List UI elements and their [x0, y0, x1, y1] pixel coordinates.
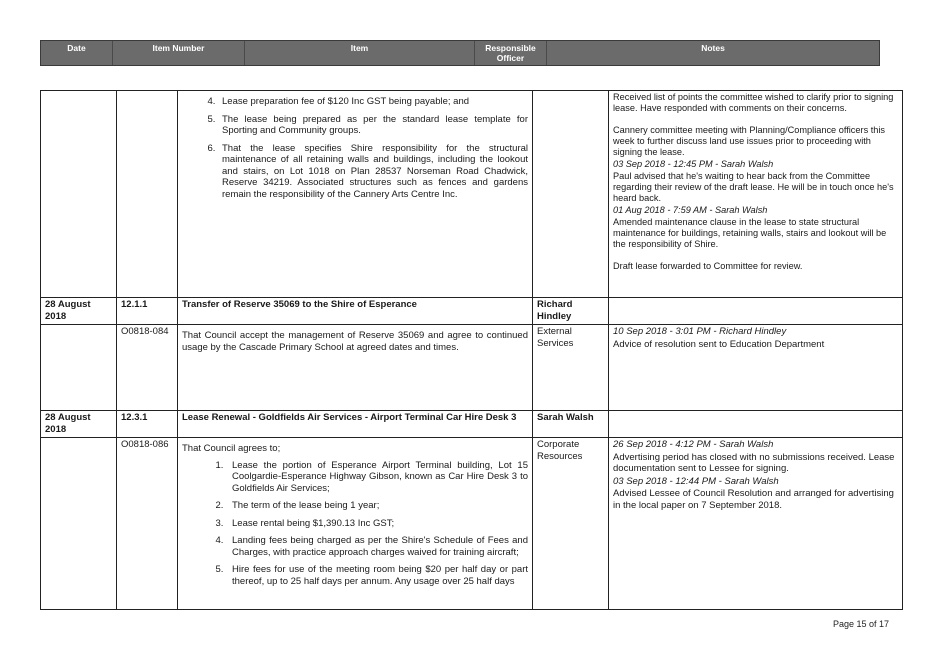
note-text: Advised Lessee of Council Resolution and arranged for advertising in the local paper on 7 September 2018.: [613, 488, 894, 511]
list-item: 1. Lease the portion of Esperance Airport Terminal building, Lot 15 Coolgardie-Esperance Highway Gibson, known as Car Hire Desk 3 to Goldfields Air Services;: [226, 460, 528, 495]
resolution-intro: That Council agrees to;: [182, 443, 281, 454]
item-title: Transfer of Reserve 35069 to the Shire of Esperance: [178, 298, 533, 325]
item-cell: [178, 91, 533, 298]
notes-cell: [609, 325, 903, 411]
meeting-date: 28 August 2018: [41, 411, 117, 438]
item-cell: [178, 438, 533, 610]
notes-cell: [609, 411, 903, 438]
table-row: [41, 438, 903, 610]
department: Corporate Resources: [533, 438, 609, 610]
responsible-officer: Richard Hindley: [533, 298, 609, 325]
resolution-list: [182, 460, 528, 588]
note-text: Draft lease forwarded to Committee for review.: [613, 261, 803, 271]
officer-cell: [533, 91, 609, 298]
note-text: Received list of points the committee wished to clarify prior to signing lease. Have responded with comments on their concerns.: [613, 92, 894, 113]
list-item: 4. Landing fees being charged as per the Shire's Schedule of Fees and Charges, with practice approach charges waived for training aircraft;: [226, 535, 528, 558]
header-responsible-officer: Responsible Officer: [475, 41, 547, 65]
resolution-list: [182, 96, 528, 200]
note-timestamp: 26 Sep 2018 - 4:12 PM - Sarah Walsh: [613, 439, 774, 450]
table-row: [41, 325, 903, 411]
date-cell: [41, 91, 117, 298]
list-item: 6. That the lease specifies Shire responsibility for the structural maintenance of all retaining walls and buildings, including the lookout and stairs, on Lot 1018 on Plan 28537 Norseman Road Chadwick, Reserve 34219. Associated structures such as fences and gardens remain the responsibility of the Cannery Arts Centre Inc.: [218, 143, 528, 201]
header-notes: Notes: [701, 43, 725, 53]
header-date: Date: [41, 41, 113, 65]
header-item-number: Item Number: [113, 41, 245, 65]
item-title: Lease Renewal - Goldfields Air Services - Airport Terminal Car Hire Desk 3: [178, 411, 533, 438]
minutes-table: [40, 90, 903, 610]
notes-cell: [609, 438, 903, 610]
page-number: Page 15 of 17: [833, 619, 890, 629]
header-item: Item: [245, 41, 475, 65]
list-item: 4. Lease preparation fee of $120 Inc GST being payable; and: [218, 96, 528, 108]
responsible-officer: Sarah Walsh: [533, 411, 609, 438]
note-timestamp: 03 Sep 2018 - 12:45 PM - Sarah Walsh: [613, 159, 774, 169]
item-number-cell: [117, 91, 178, 298]
resolution-text: That Council accept the management of Reserve 35069 and agree to continued usage by the Cascade Primary School at agreed dates and times.: [178, 325, 533, 411]
item-number: 12.3.1: [117, 411, 178, 438]
note-timestamp: 03 Sep 2018 - 12:44 PM - Sarah Walsh: [613, 475, 779, 487]
table-header-bar: [40, 40, 880, 66]
department: External Services: [533, 325, 609, 411]
table-row: [41, 411, 903, 438]
list-item: 2. The term of the lease being 1 year;: [226, 500, 528, 512]
list-item: 5. Hire fees for use of the meeting room being $20 per half day or part thereof, up to 25 half days per annum. Any usage over 25 half days: [226, 564, 528, 587]
note-text: Paul advised that he's waiting to hear back from the Committee regarding their review of the draft lease. He will be in touch once he's heard back.: [613, 171, 894, 203]
date-cell: [41, 438, 117, 610]
notes-cell: [609, 298, 903, 325]
list-item: 5. The lease being prepared as per the standard lease template for Sporting and Community groups.: [218, 114, 528, 137]
resolution-ref: O0818-084: [117, 325, 178, 411]
note-text: Advertising period has closed with no submissions received. Lease documentation sent to Lessee for signing.: [613, 451, 895, 474]
note-text: Amended maintenance clause in the lease to state structural maintenance for buildings, retaining walls, stairs and lookout will be the responsibility of Shire.: [613, 217, 887, 249]
meeting-date: 28 August 2018: [41, 298, 117, 325]
table-row: [41, 91, 903, 298]
item-number: 12.1.1: [117, 298, 178, 325]
date-cell: [41, 325, 117, 411]
notes-cell: [609, 91, 903, 298]
table-row: [41, 298, 903, 325]
list-item: 3. Lease rental being $1,390.13 Inc GST;: [226, 518, 528, 530]
note-timestamp: 10 Sep 2018 - 3:01 PM - Richard Hindley: [613, 326, 787, 337]
note-text: Advice of resolution sent to Education Department: [613, 338, 825, 350]
resolution-ref: O0818-086: [117, 438, 178, 610]
note-timestamp: 01 Aug 2018 - 7:59 AM - Sarah Walsh: [613, 205, 768, 215]
note-text: Cannery committee meeting with Planning/Compliance officers this week to further discuss land use issues prior to proceeding with signing the lease.: [613, 125, 886, 157]
